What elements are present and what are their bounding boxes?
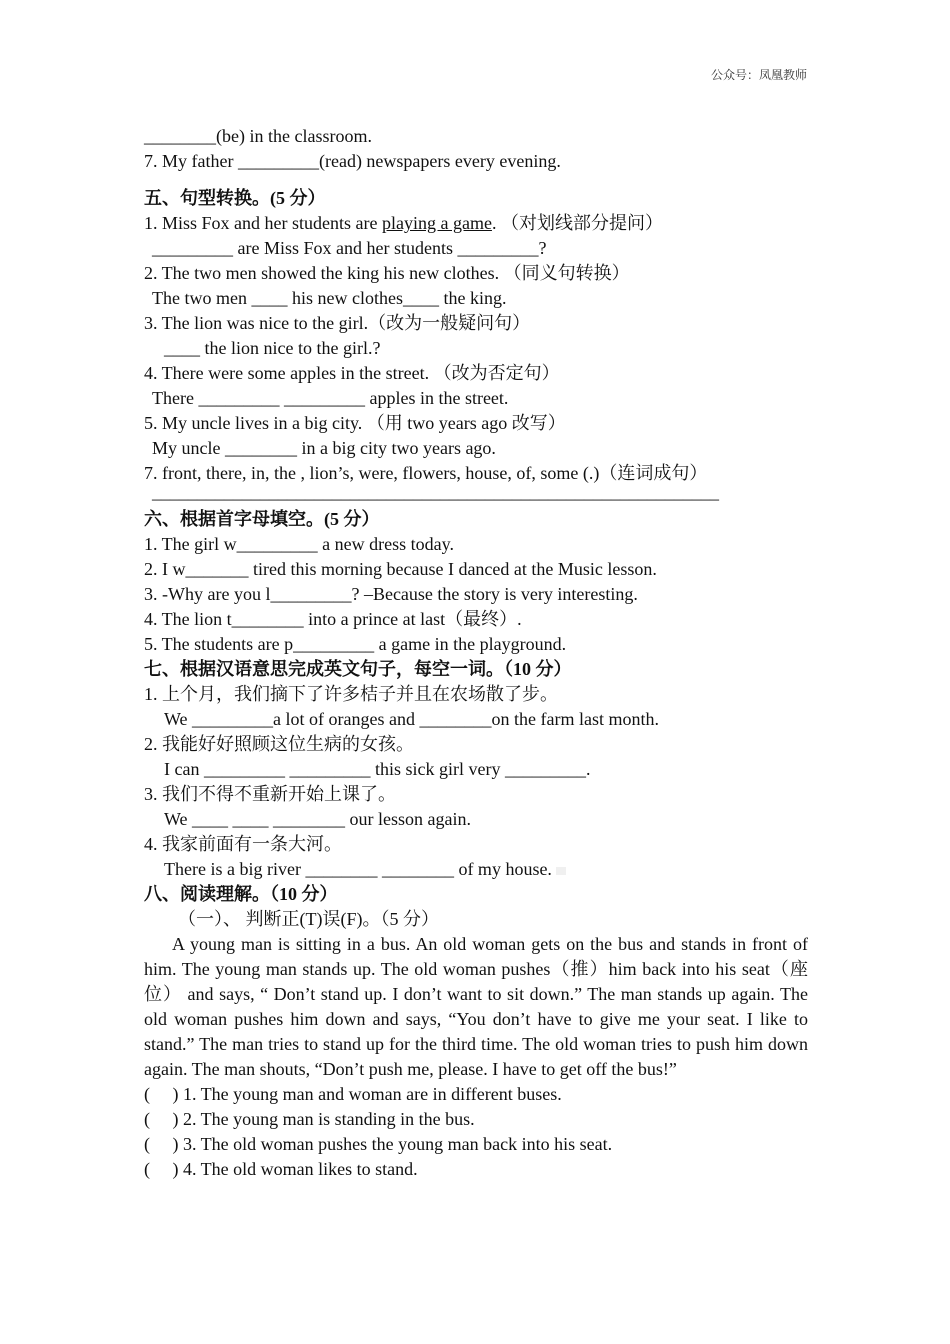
answer-line: ____ the lion nice to the girl.? <box>164 338 381 358</box>
answer-line: _________ are Miss Fox and her students _________? <box>152 238 547 258</box>
true-false-item: ( ) 4. The old woman likes to stand. <box>144 1159 418 1179</box>
exercise-line: 1. 上个月，我们摘下了许多桔子并且在农场散了步。 <box>144 684 558 704</box>
exercise-line: 5. The students are p_________ a game in the playground. <box>144 634 567 654</box>
q1-prefix: 1. Miss Fox and her students are <box>144 213 382 233</box>
answer-line: My uncle ________ in a big city two years ago. <box>152 438 496 458</box>
answer-line: We ____ ____ ________ our lesson again. <box>164 809 472 829</box>
answer-text: There is a big river ________ ________ of my house. <box>164 859 552 879</box>
answer-line: We _________a lot of oranges and ________on the farm last month. <box>164 709 659 729</box>
exercise-line: 3. -Why are you l_________? –Because the story is very interesting. <box>144 584 638 604</box>
true-false-item: ( ) 1. The young man and woman are in different buses. <box>144 1084 562 1104</box>
exercise-line: 2. The two men showed the king his new clothes. （同义句转换） <box>144 263 630 283</box>
scan-mark-icon <box>556 867 566 875</box>
answer-line: I can _________ _________ this sick girl very _________. <box>164 759 591 779</box>
section-heading-8: 八、阅读理解。（10 分） <box>144 884 338 904</box>
exercise-line: 1. The girl w_________ a new dress today. <box>144 534 454 554</box>
answer-line <box>144 857 808 882</box>
section-heading-6: 六、根据首字母填空。(5 分） <box>144 509 380 529</box>
answer-line: There _________ _________ apples in the street. <box>152 388 509 408</box>
q1-suffix: . （对划线部分提问） <box>491 213 663 233</box>
true-false-item: ( ) 2. The young man is standing in the bus. <box>144 1109 475 1129</box>
exercise-line: 7. My father _________(read) newspapers every evening. <box>144 151 561 171</box>
subsection-title: （一）、 判断正(T)误(F)。（5 分） <box>178 909 439 929</box>
answer-line: The two men ____ his new clothes____ the king. <box>152 288 507 308</box>
exercise-line: 4. 我家前面有一条大河。 <box>144 834 342 854</box>
exercise-line: 3. The lion was nice to the girl.（改为一般疑问句） <box>144 313 531 333</box>
exercise-line <box>144 211 808 236</box>
section-heading-5: 五、句型转换。(5 分） <box>144 188 326 208</box>
true-false-item: ( ) 3. The old woman pushes the young man back into his seat. <box>144 1134 613 1154</box>
exercise-line: 7. front, there, in, the , lion’s, were, flowers, house, of, some (.)（连词成句） <box>144 463 708 483</box>
exercise-line: 5. My uncle lives in a big city. （用 two years ago 改写） <box>144 413 566 433</box>
reading-passage: A young man is sitting in a bus. An old woman gets on the bus and stands in front of him. The young man stands up. The old woman pushes（推）him back into his seat（座位） and says, “ Don’t stand up. I don’t want to sit down.” The man stands up again. The old woman pushes him down and says, “You don’t have to give me your seat. I like to stand.” The man tries to stand up for the third time. The old woman tries to push him down again. The man shouts, “Don’t push me, please. I have to get off the bus!” <box>144 934 808 1079</box>
exercise-line: 2. 我能好好照顾这位生病的女孩。 <box>144 734 414 754</box>
exercise-line: 4. There were some apples in the street. （改为否定句） <box>144 363 560 383</box>
long-answer-blank: _______________________________________________________________ <box>152 482 719 502</box>
exercise-line: ________(be) in the classroom. <box>144 126 372 146</box>
exercise-line: 3. 我们不得不重新开始上课了。 <box>144 784 396 804</box>
exercise-line: 2. I w_______ tired this morning because I danced at the Music lesson. <box>144 559 657 579</box>
header-note: 公众号：凤凰教师 <box>711 68 808 82</box>
exercise-line: 4. The lion t________ into a prince at last（最终）. <box>144 609 522 629</box>
worksheet-content <box>144 124 808 1182</box>
section-heading-7: 七、根据汉语意思完成英文句子，每空一词。（10 分） <box>144 659 572 679</box>
q1-underlined-phrase: playing a game <box>381 213 492 233</box>
